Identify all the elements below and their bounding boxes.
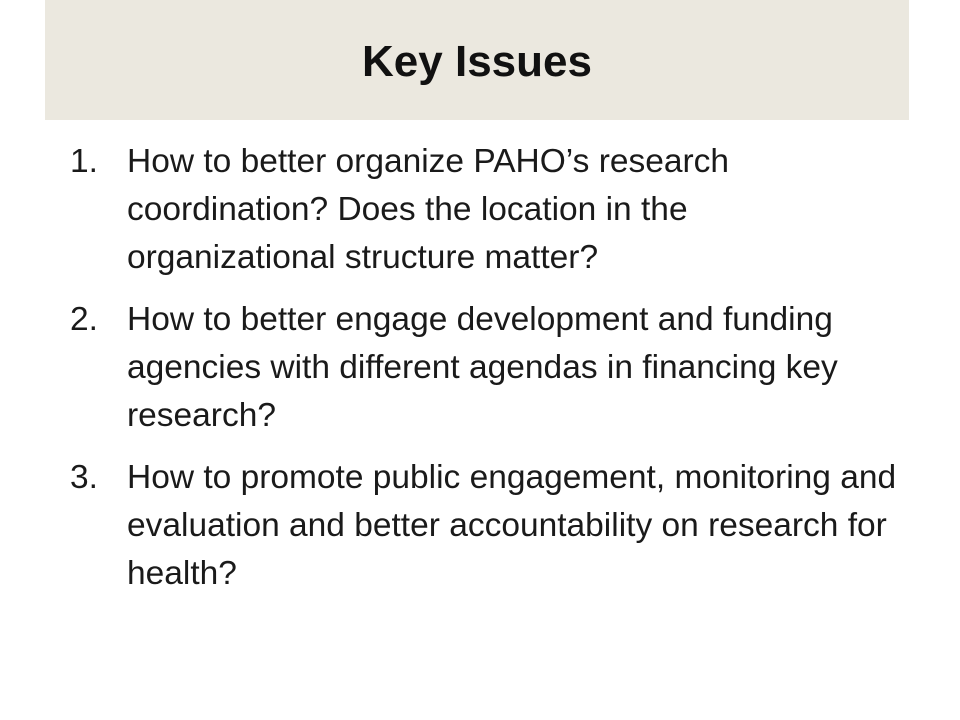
issue-number: 3. <box>70 459 98 496</box>
issue-item-3 <box>70 454 900 598</box>
issue-text: How to better engage development and funding agencies with different agendas in financing key research? <box>127 301 838 434</box>
issue-text: How to promote public engagement, monitoring and evaluation and better accountability on research for health? <box>127 459 897 592</box>
issues-list <box>70 138 900 612</box>
title-bar <box>45 0 909 120</box>
issue-item-2 <box>70 296 900 440</box>
slide-title: Key Issues <box>362 37 592 86</box>
issue-number: 1. <box>70 143 98 180</box>
issue-number: 2. <box>70 301 98 338</box>
issue-item-1 <box>70 138 900 282</box>
issue-text: How to better organize PAHO’s research coordination? Does the location in the organizational structure matter? <box>127 143 730 276</box>
